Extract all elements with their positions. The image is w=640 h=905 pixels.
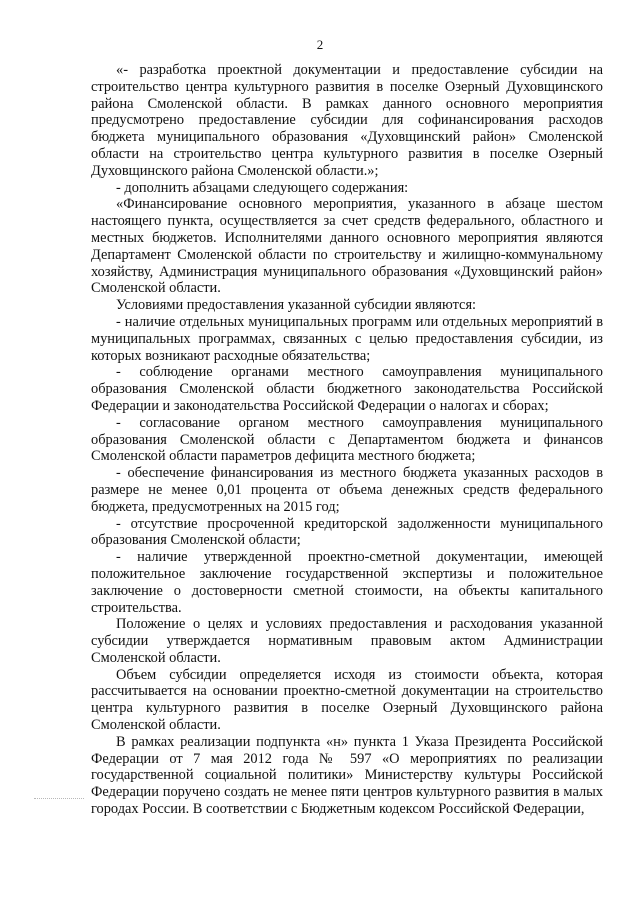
paragraph-condition-documentation: - наличие утвержденной проектно-сметной документации, имеющей положительное заключение государственной экспертизы и положительное заключение о достоверности сметной стоимости, на объекты капитального строительства. [91,549,603,616]
paragraph-financing: «Финансирование основного мероприятия, указанного в абзаце шестом настоящего пункта, осуществляется за счет средств федерального, областного и местных бюджетов. Исполнителями данного основного мероприятия являются Департамент Смоленской области по строительству и жилищно-коммунальному хозяйству, Администрация муниципального образования «Духовщинский район» Смоленской области. [91,196,603,297]
paragraph-add-clauses: - дополнить абзацами следующего содержания: [116,179,409,196]
scan-artifact-line [34,798,84,800]
paragraph-condition-legislation: - соблюдение органами местного самоуправления муниципального образования Смоленской области бюджетного законодательства Российской Федерации и законодательства Российской Федерации о налогах и сборах; [91,364,603,414]
paragraph-condition-programs: - наличие отдельных муниципальных программ или отдельных мероприятий в муниципальных программах, связанных с целью предоставления субсидии, из которых возникают расходные обязательства; [91,313,603,364]
paragraph-amendment-subsidy: «- разработка проектной документации и предоставление субсидии на строительство центра культурного развития в поселке Озерный Духовщинского района Смоленской области. В рамках данного основного мероприятия предусмотрено предоставление субсидии для софинансирования расходов бюджета муниципального образования «Духовщинский район» Смоленской области на строительство центра культурного развития в поселке Озерный Духовщинского района Смоленской области.»; [91,62,603,179]
document-body [91,62,603,818]
paragraph-condition-deficit: - согласование органом местного самоуправления муниципального образования Смоленской области с Департаментом бюджета и финансов Смоленской области параметров дефицита местного бюджета; [91,414,603,465]
paragraph-conditions-heading: Условиями предоставления указанной субсидии являются: [116,297,477,314]
page-number: 2 [316,37,324,52]
paragraph-condition-cofinancing: - обеспечение финансирования из местного бюджета указанных расходов в размере не менее 0,01 процента от объема денежных средств федерального бюджета, предусмотренных на 2015 год; [91,465,603,515]
paragraph-condition-debt: - отсутствие просроченной кредиторской задолженности муниципального образования Смоленской области; [91,515,603,549]
paragraph-regulation: Положение о целях и условиях предоставления и расходования указанной субсидии утверждается нормативным правовым актом Администрации Смоленской области. [91,616,603,666]
paragraph-presidential-decree: В рамках реализации подпункта «н» пункта 1 Указа Президента Российской Федерации от 7 мая 2012 года № 597 «О мероприятиях по реализации государственной социальной политики» Министерству культуры Российской Федерации поручено создать не менее пяти центров культурного развития в малых городах России. В соответствии с Бюджетным кодексом Российской Федерации, [91,733,603,818]
paragraph-subsidy-volume: Объем субсидии определяется исходя из стоимости объекта, которая рассчитывается на основании проектно-сметной документации на строительство центра культурного развития в поселке Озерный Духовщинского района Смоленской области. [91,666,603,734]
